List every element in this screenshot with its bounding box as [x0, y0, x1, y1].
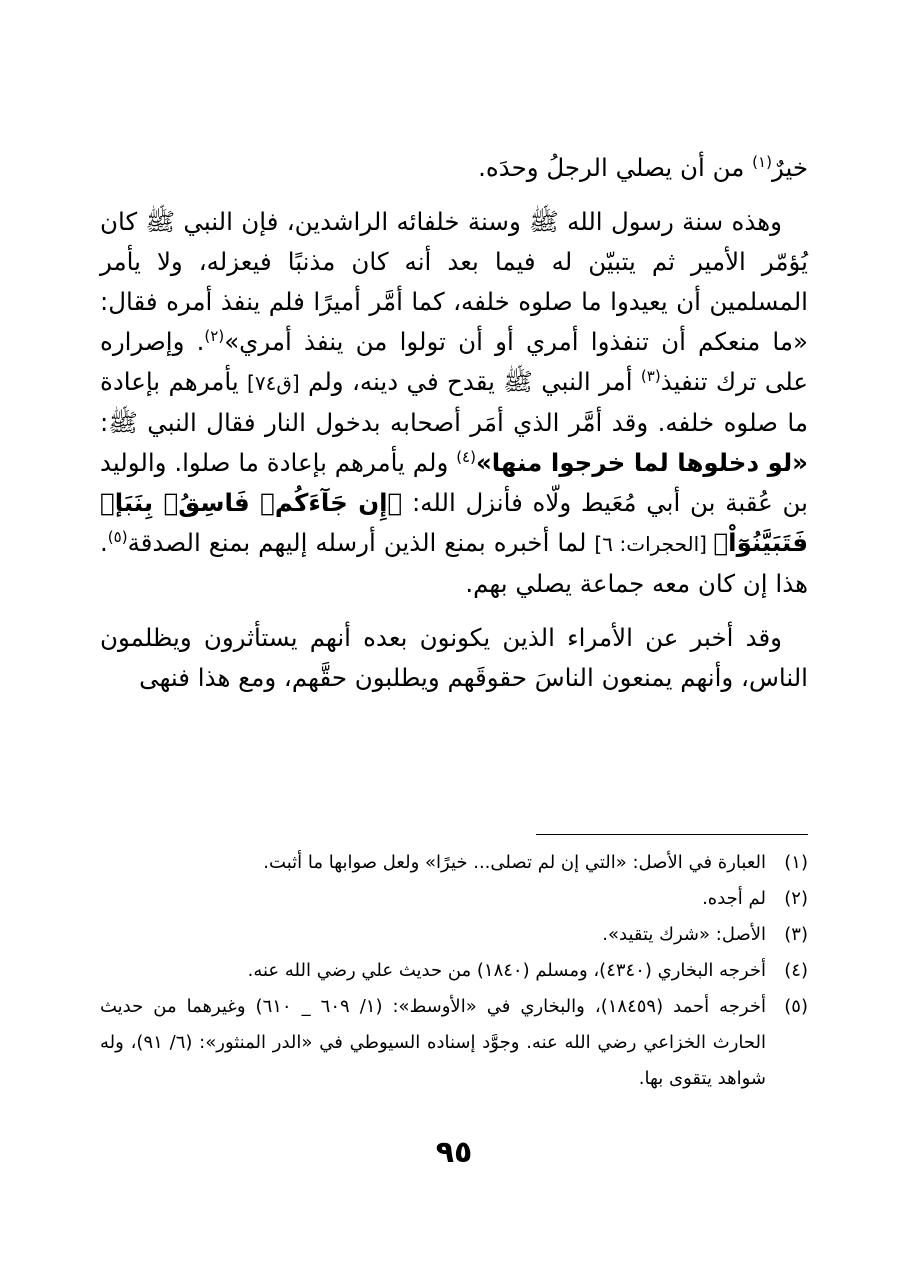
footnote-item	[100, 881, 808, 917]
text-run: . وإصراره على ترك تنفيذ	[100, 327, 808, 396]
footnote-number: (٤)	[784, 960, 808, 981]
document-page	[100, 0, 808, 1271]
text-run: وقد أخبر عن الأمراء الذين يكونون بعده أنهم يستأثرون ويظلمون الناس، وأنهم يمنعون الناسَ حقوقَهم ويطلبون حقَّهم، ومع هذا فنهى	[100, 623, 808, 692]
text-run: خيرٌ	[771, 153, 808, 182]
text-run: من أن يصلي الرجلُ وحدَه.	[478, 153, 753, 182]
footnote-text: الأصل: «شرك يتقيد».	[602, 924, 766, 945]
surah-reference: [الحجرات: ٦]	[594, 532, 714, 556]
main-text	[100, 148, 808, 698]
text-run: وهذه سنة رسول الله ﷺ وسنة خلفائه الراشدين، فإن النبي ﷺ كان يُؤمّر الأمير ثم يتبيّن له فيما بعد أنه كان مذنبًا فيعزله، ولا يأمر المسلمين أن يعيدوا ما صلوه خلفه، كما أمَّر أميرًا فلم ينفذ أمره فقال: «ما منعكم أن تنفذوا أمري أو أن تولوا من ينفذ أمري»	[100, 207, 808, 356]
footnote-ref-2[interactable]: (٢)	[204, 326, 225, 345]
paragraph-3	[100, 618, 808, 698]
hadith-quote: «لو دخلوها لما خرجوا منها»	[475, 448, 808, 477]
manuscript-page-marker: [ق٧٤]	[247, 371, 300, 395]
footnote-text: العبارة في الأصل: «التي إن لم تصلى... خيرًا» ولعل صوابها ما أثبت.	[263, 852, 766, 873]
text-run: لما أخبره بمنع الذين أرسله إليهم بمنع الصدقة	[127, 528, 595, 557]
footnote-number: (٣)	[784, 924, 808, 945]
footnote-item	[100, 845, 808, 881]
footnote-number: (١)	[784, 852, 808, 873]
footnote-number: (٥)	[784, 996, 808, 1017]
footnotes-section	[100, 845, 808, 1097]
footnote-ref-5[interactable]: (٥)	[107, 527, 128, 546]
text-run: يأمرهم بإعادة ما صلوه خلفه. وقد أمَّر الذي أمَر أصحابه بدخول النار فقال النبي ﷺ:	[100, 367, 808, 437]
paragraph-1	[100, 148, 808, 188]
footnote-text: أخرجه البخاري (٤٣٤٠)، ومسلم (١٨٤٠) من حديث علي رضي الله عنه.	[247, 960, 766, 981]
text-run: ولم يأمرهم بإعادة ما صلوا. والوليد بن عُقبة بن أبي مُعَيط ولّاه فأنزل الله:	[100, 448, 808, 517]
footnote-ref-1[interactable]: (١)	[752, 152, 772, 171]
quran-verse: ﴿إِن جَآءَكُمۡ فَاسِقُۢ بِنَبَإٖ فَتَبَيَّنُوٓاْ﴾	[100, 488, 808, 557]
footnote-ref-4[interactable]: (٤)	[456, 447, 476, 466]
footnote-item	[100, 953, 808, 989]
footnote-item	[100, 917, 808, 953]
footnote-number: (٢)	[784, 888, 808, 909]
page-number: ٩٥	[435, 1135, 473, 1170]
footnote-separator	[536, 834, 808, 835]
text-run: . هذا إن كان معه جماعة يصلي بهم.	[100, 528, 808, 598]
text-run: أمر النبي ﷺ يقدح في دينه، ولم	[299, 367, 641, 396]
footnote-text: أخرجه أحمد (١٨٤٥٩)، والبخاري في «الأوسط»: (١/ ٦٠٩ _ ٦١٠) وغيرهما من حديث الحارث الخزاعي رضي الله عنه. وجوَّد إسناده السيوطي في «الدر المنثور»: (٦/ ٩١)، وله شواهد يتقوى بها.	[100, 996, 767, 1089]
paragraph-2	[100, 202, 808, 604]
footnote-ref-3[interactable]: (٣)	[640, 366, 661, 385]
footnote-item	[100, 989, 808, 1097]
footnote-text: لم أجده.	[702, 888, 766, 909]
